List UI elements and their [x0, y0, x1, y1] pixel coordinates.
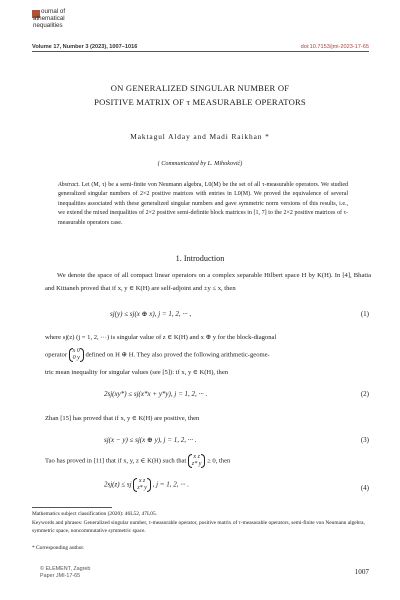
matrix-row: z* y	[191, 461, 202, 467]
footnote-corresponding: * Corresponding author.	[32, 545, 85, 551]
equation-4	[104, 478, 189, 492]
equation-3: sj(x − y) ≤ sj(x ⊕ y), j = 1, 2, ··· .	[104, 436, 197, 444]
journal-logo-line: athematical	[33, 15, 65, 23]
equation-number-3: (3)	[360, 436, 369, 444]
communicated-by: ( Communicated by L. Mihoković)	[157, 160, 243, 167]
operator-word: operator	[45, 351, 67, 359]
paragraph-1: We denote the space of all compact linear operators on a complex separable Hilbert space H by K(H). In [4], Bhatia and Kittaneh proved that if x, y ∈ K(H) are self-adjoint and ±y ≤ x, then	[45, 272, 371, 292]
authors: Maktagul Alday and Madi Raikhan *	[130, 132, 270, 141]
journal-logo-text	[33, 8, 65, 30]
page-number: 1007	[354, 568, 369, 576]
abstract-label: Abstract.	[58, 182, 80, 188]
paragraph-4	[45, 454, 230, 468]
paragraph-4-text: Tao has proved in [11] that if x, y, z ∈ K(H) such that	[45, 457, 187, 465]
equation-number-4: (4)	[360, 484, 369, 492]
matrix-row: x z	[138, 478, 146, 484]
paper-id: Paper JMI-17-65	[40, 572, 81, 579]
section-heading: 1. Introduction	[175, 254, 225, 263]
equation-2: 2sj(xy*) ≤ sj(x*x + y*y), j = 1, 2, ··· .	[104, 390, 208, 398]
equation-number-1: (1)	[360, 310, 369, 318]
equation-4-lhs: 2sj(z) ≤ sj	[104, 480, 132, 489]
diagonal-matrix	[69, 348, 84, 362]
paper-title-line-2: POSITIVE MATRIX OF τ MEASURABLE OPERATORS	[94, 97, 306, 107]
volume-info: Volume 17, Number 3 (2023), 1007–1016	[32, 44, 138, 50]
equation-4-matrix	[133, 478, 151, 492]
paragraph-2-line-1: where sj(z) (j = 1, 2, ···) is singular value of z ∈ K(H) and x ⊕ y for the block-diagonal	[45, 334, 277, 341]
equation-number-2: (2)	[360, 390, 369, 398]
journal-logo-line: nequalities	[33, 22, 63, 30]
operator-definition: defined on H ⊕ H. They also proved the following arithmetic-geome-	[85, 351, 270, 359]
footnote-msc: Mathematics subject classification (2020): 46L52, 47L05.	[32, 511, 158, 517]
equation-4-tail: , j = 1, 2, ··· .	[152, 480, 189, 489]
paragraph-4-condition: ≥ 0, then	[207, 457, 231, 465]
matrix-row: z* y	[137, 485, 147, 491]
footnote-rule	[32, 507, 112, 508]
equation-1: sj(y) ≤ sj(x ⊕ x), j = 1, 2, ··· ,	[110, 310, 192, 318]
footnote-keywords: Keywords and phrases: Generalized singular number, τ-measurable operator, positive matrix of τ-measurable operators, semi-finite von Neumann algebra, symmetric space, noncommutative symmetric space.	[32, 520, 365, 534]
publisher-logo	[40, 566, 90, 579]
doi-link[interactable]: doi:10.7153/jmi-2023-17-65	[300, 44, 369, 50]
matrix-row: x 0	[72, 348, 80, 354]
journal-logo-line: ournal of	[41, 8, 66, 15]
matrix-row: 0 y	[72, 355, 80, 361]
abstract	[58, 181, 348, 228]
header-rule	[32, 51, 369, 52]
paper-title-line-1: ON GENERALIZED SINGULAR NUMBER OF	[110, 83, 290, 93]
paragraph-3: Zhan [15] has proved that if x, y ∈ K(H) are positive, then	[45, 415, 200, 422]
abstract-text: Let (M, τ) be a semi-finite von Neumann algebra, L0(M) be the set of all τ-measurable operators. We studied generalized singular numbers of 2×2 positive matrices with entries in L0(M). We proved the equivalence of several inequalities associated with these generalized singular numbers and gave symmetric norm versions of this results, i.e., we extend the mixed inequalities of 2×2 positive semi-definite block matrices in [1, 7] to the 2×2 positive matrices of τ-measurable operators case.	[58, 182, 348, 226]
publisher-name: © ELEMENT, Zagreb	[40, 566, 91, 572]
matrix-row: x z	[193, 454, 200, 460]
block-matrix	[188, 454, 206, 468]
paragraph-2-line-2	[45, 348, 270, 362]
paragraph-2-line-3: tric mean inequality for singular values (see [5]): if x, y ∈ K(H), then	[45, 369, 229, 376]
